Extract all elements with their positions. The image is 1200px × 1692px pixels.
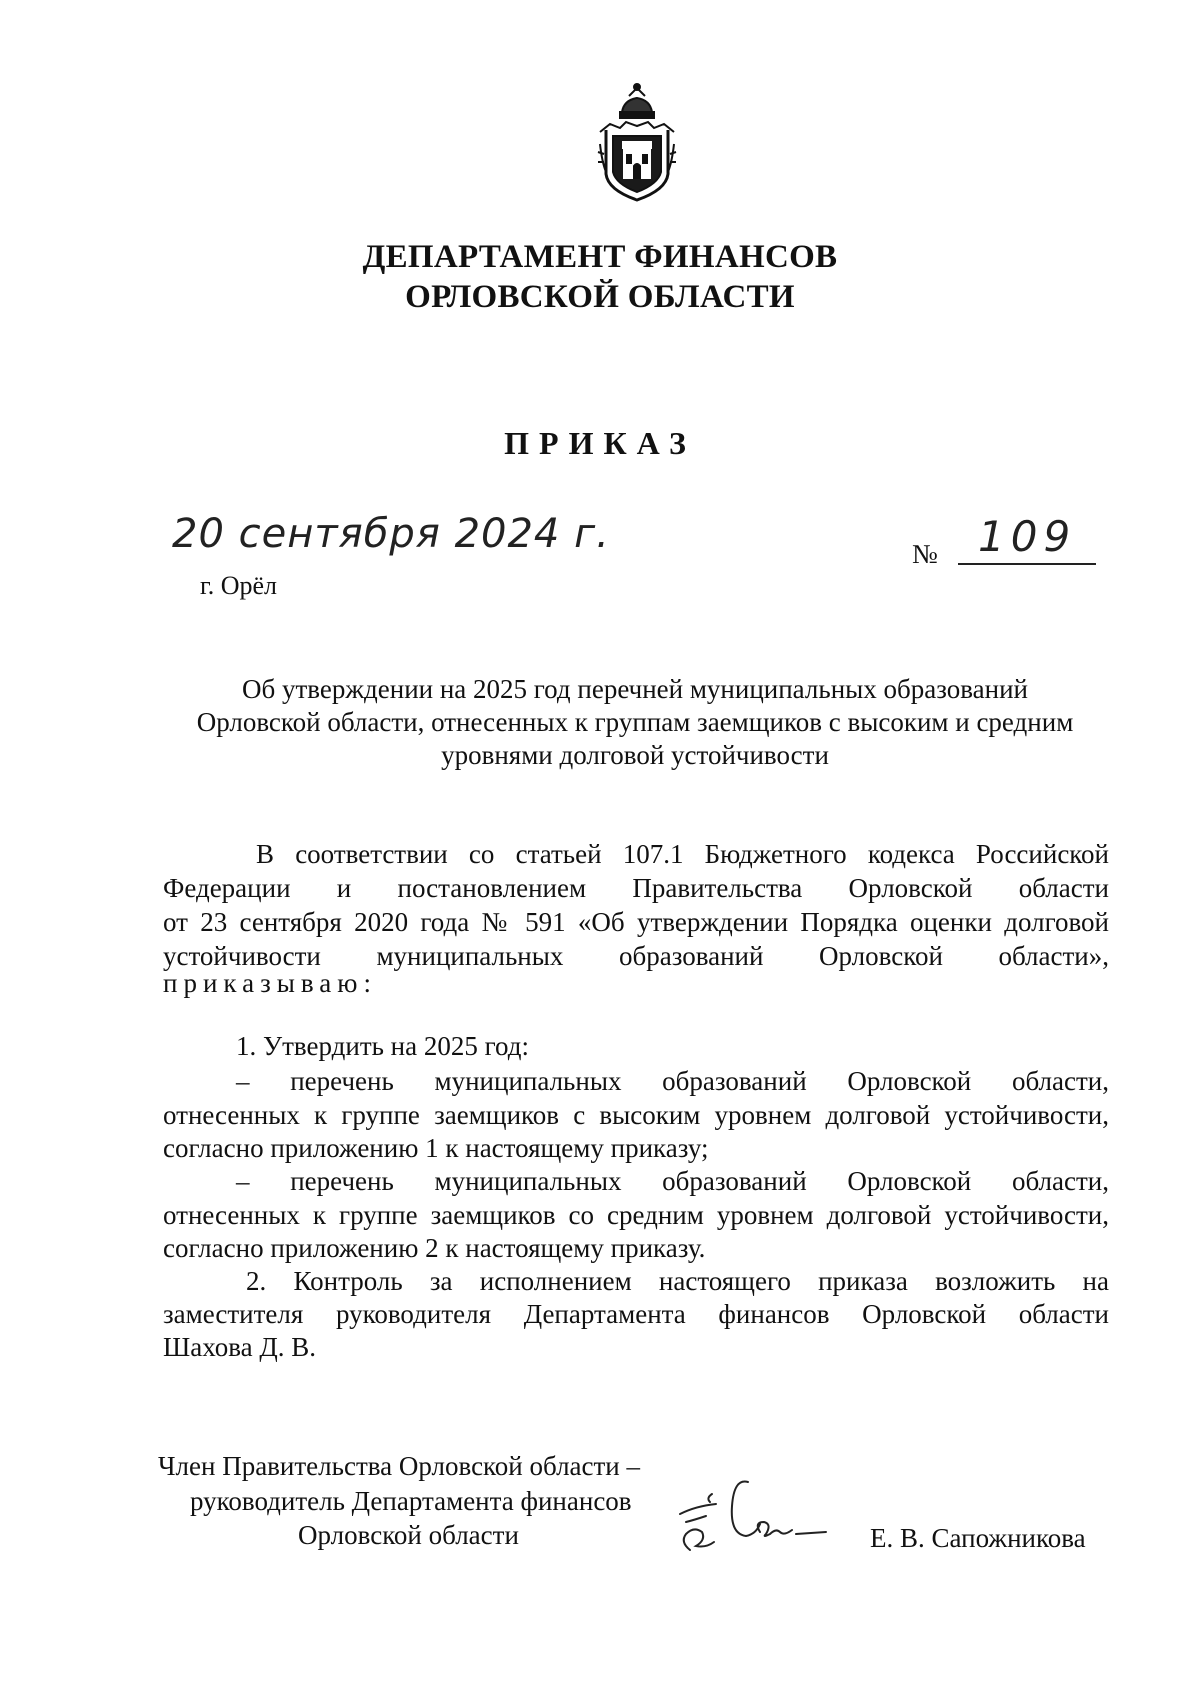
command-word: приказываю: (163, 968, 377, 998)
handwritten-date: 20 сентября 2024 г. (172, 511, 610, 557)
list2-line3: согласно приложению 2 к настоящему приказу. (163, 1233, 706, 1263)
subject-line2: Орловской области, отнесенных к группам заемщиков с высоким и средним (196, 707, 1074, 737)
list1-line2: отнесенных к группе заемщиков с высоким уровнем долговой устойчивости, (163, 1100, 1109, 1130)
item2-line2: заместителя руководителя Департамента финансов Орловской области (163, 1299, 1109, 1329)
subject-line1: Об утверждении на 2025 год перечней муниципальных образований (242, 674, 1028, 704)
org-name-line2: ОРЛОВСКОЙ ОБЛАСТИ (405, 279, 795, 315)
signatory-title-line2: руководитель Департамента финансов (190, 1486, 632, 1516)
list1-line3: согласно приложению 1 к настоящему приказу; (163, 1133, 709, 1163)
org-name-line1: ДЕПАРТАМЕНТ ФИНАНСОВ (362, 239, 838, 275)
list1-line1: – перечень муниципальных образований Орловской области, (236, 1066, 1109, 1096)
item2-line3: Шахова Д. В. (163, 1332, 316, 1362)
number-label: № (912, 539, 938, 569)
preamble-line2: Федерации и постановлением Правительства Орловской области (163, 873, 1109, 903)
list2-line1: – перечень муниципальных образований Орловской области, (236, 1166, 1109, 1196)
preamble-line1: В соответствии со статьей 107.1 Бюджетного кодекса Российской (256, 839, 1109, 869)
preamble-line3: от 23 сентября 2020 года № 591 «Об утверждении Порядка оценки долговой (163, 907, 1109, 937)
coat-of-arms-icon (596, 82, 678, 204)
document-type-title: ПРИКАЗ (504, 425, 696, 461)
number-underline (958, 563, 1096, 565)
signatory-title-line1: Член Правительства Орловской области – (158, 1451, 641, 1481)
city-label: г. Орёл (200, 571, 278, 600)
item1-title: 1. Утвердить на 2025 год: (236, 1031, 529, 1061)
handwritten-signature-icon (676, 1462, 836, 1560)
handwritten-number: 109 (978, 512, 1077, 561)
item2-line1: 2. Контроль за исполнением настоящего приказа возложить на (246, 1266, 1109, 1296)
subject-line3: уровнями долговой устойчивости (441, 740, 829, 770)
signatory-title-line3: Орловской области (298, 1520, 519, 1550)
signatory-name: Е. В. Сапожникова (870, 1523, 1086, 1553)
list2-line2: отнесенных к группе заемщиков со средним уровнем долговой устойчивости, (163, 1200, 1109, 1230)
preamble-line4: устойчивости муниципальных образований Орловской области», (163, 941, 1109, 971)
